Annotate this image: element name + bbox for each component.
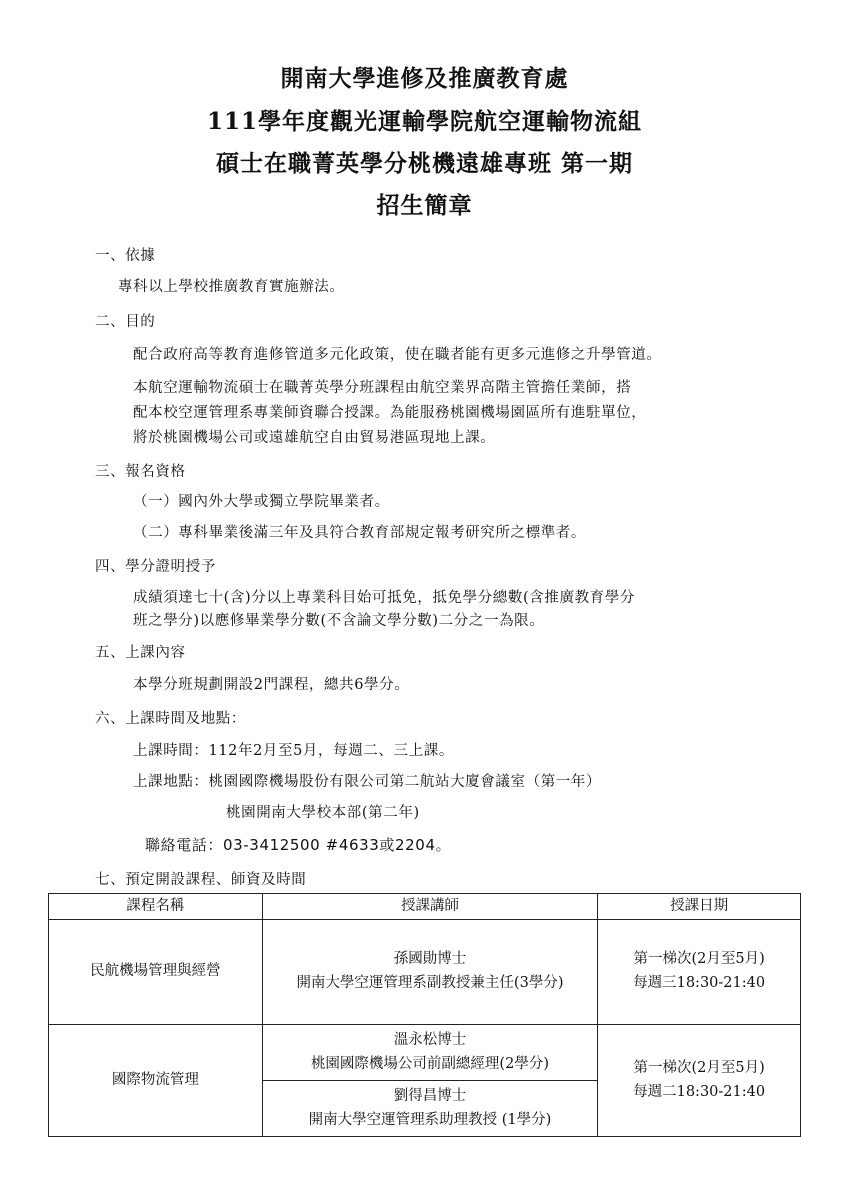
- class-location: 上課地點：桃園國際機場股份有限公司第二航站大廈會議室（第一年）: [133, 774, 602, 790]
- date-session: 第一梯次(2月至5月): [633, 951, 765, 968]
- eligibility-item: （一）國內外大學或獨立學院畢業者。: [133, 494, 390, 510]
- section-heading: 六、上課時間及地點：: [95, 711, 246, 727]
- teacher-title: 開南大學空運管理系副教授兼主任(3學分): [296, 975, 564, 991]
- section-heading: 四、學分證明授予: [95, 559, 216, 575]
- column-header: 授課講師: [262, 894, 598, 920]
- class-location-second: 桃園開南大學校本部(第二年): [226, 805, 420, 821]
- course-schedule-table: [48, 893, 801, 1137]
- section-heading: 二、目的: [95, 314, 156, 330]
- course-name: 國際物流管理: [49, 1025, 263, 1137]
- header-line-1: 開南大學進修及推廣教育處: [280, 65, 569, 92]
- section-text: 成績須達七十(含)分以上專業科目始可抵免，抵免學分總數(含推廣教育學分: [133, 590, 635, 606]
- header-line-3: 碩士在職菁英學分桃機遠雄專班 第一期: [215, 150, 633, 177]
- table-row: [49, 1025, 801, 1081]
- class-time: 上課時間：112年2月至5月，每週二、三上課。: [133, 743, 454, 759]
- date-time: 每週二18:30-21:40: [633, 1083, 766, 1100]
- table-header-row: [49, 894, 801, 920]
- course-teacher: [262, 920, 598, 1025]
- section-heading: 一、依據: [95, 248, 156, 264]
- column-header: 授課日期: [598, 894, 801, 920]
- teacher-name: 孫國勛博士: [393, 951, 467, 968]
- teacher-title: 開南大學空運管理系助理教授 (1學分): [308, 1111, 552, 1128]
- course-date: [598, 920, 801, 1025]
- document-title: 招生簡章: [376, 192, 473, 219]
- table-row: [49, 920, 801, 1025]
- section-heading-courses: 七、預定開設課程、師資及時間: [95, 872, 307, 888]
- date-session: 第一梯次(2月至5月): [633, 1059, 765, 1076]
- teacher-name: 溫永松博士: [393, 1031, 467, 1048]
- column-header: 課程名稱: [49, 894, 263, 920]
- eligibility-item: （二）專科畢業後滿三年及具符合教育部規定報考研究所之標準者。: [133, 525, 586, 541]
- date-time: 每週三18:30-21:40: [633, 975, 766, 991]
- course-teacher: [262, 1081, 598, 1137]
- section-text: 配合政府高等教育進修管道多元化政策，使在職者能有更多元進修之升學管道。: [133, 347, 662, 363]
- section-text: 班之學分)以應修畢業學分數(不含論文學分數)二分之一為限。: [133, 613, 545, 629]
- section-text: 本學分班規劃開設2門課程，總共6學分。: [133, 677, 410, 693]
- header-line-2: 111學年度觀光運輸學院航空運輸物流組: [206, 108, 642, 135]
- teacher-title: 桃園國際機場公司前副總經理(2學分): [310, 1055, 549, 1072]
- section-text: 專科以上學校推廣教育實施辦法。: [118, 279, 345, 295]
- course-teacher: [262, 1025, 598, 1081]
- course-name: 民航機場管理與經營: [49, 920, 263, 1025]
- contact-phone: 聯絡電話：03-3412500 #4633或2204。: [145, 836, 452, 854]
- teacher-name: 劉得昌博士: [393, 1087, 467, 1104]
- section-heading: 五、上課內容: [95, 645, 186, 661]
- section-heading: 三、報名資格: [95, 464, 186, 480]
- section-text: 本航空運輸物流碩士在職菁英學分班課程由航空業界高階主管擔任業師，搭: [133, 380, 632, 396]
- section-text: 配本校空運管理系專業師資聯合授課。為能服務桃園機場園區所有進駐單位，: [133, 405, 647, 421]
- course-date: [598, 1025, 801, 1137]
- section-text: 將於桃園機場公司或遠雄航空自由貿易港區現地上課。: [133, 430, 496, 446]
